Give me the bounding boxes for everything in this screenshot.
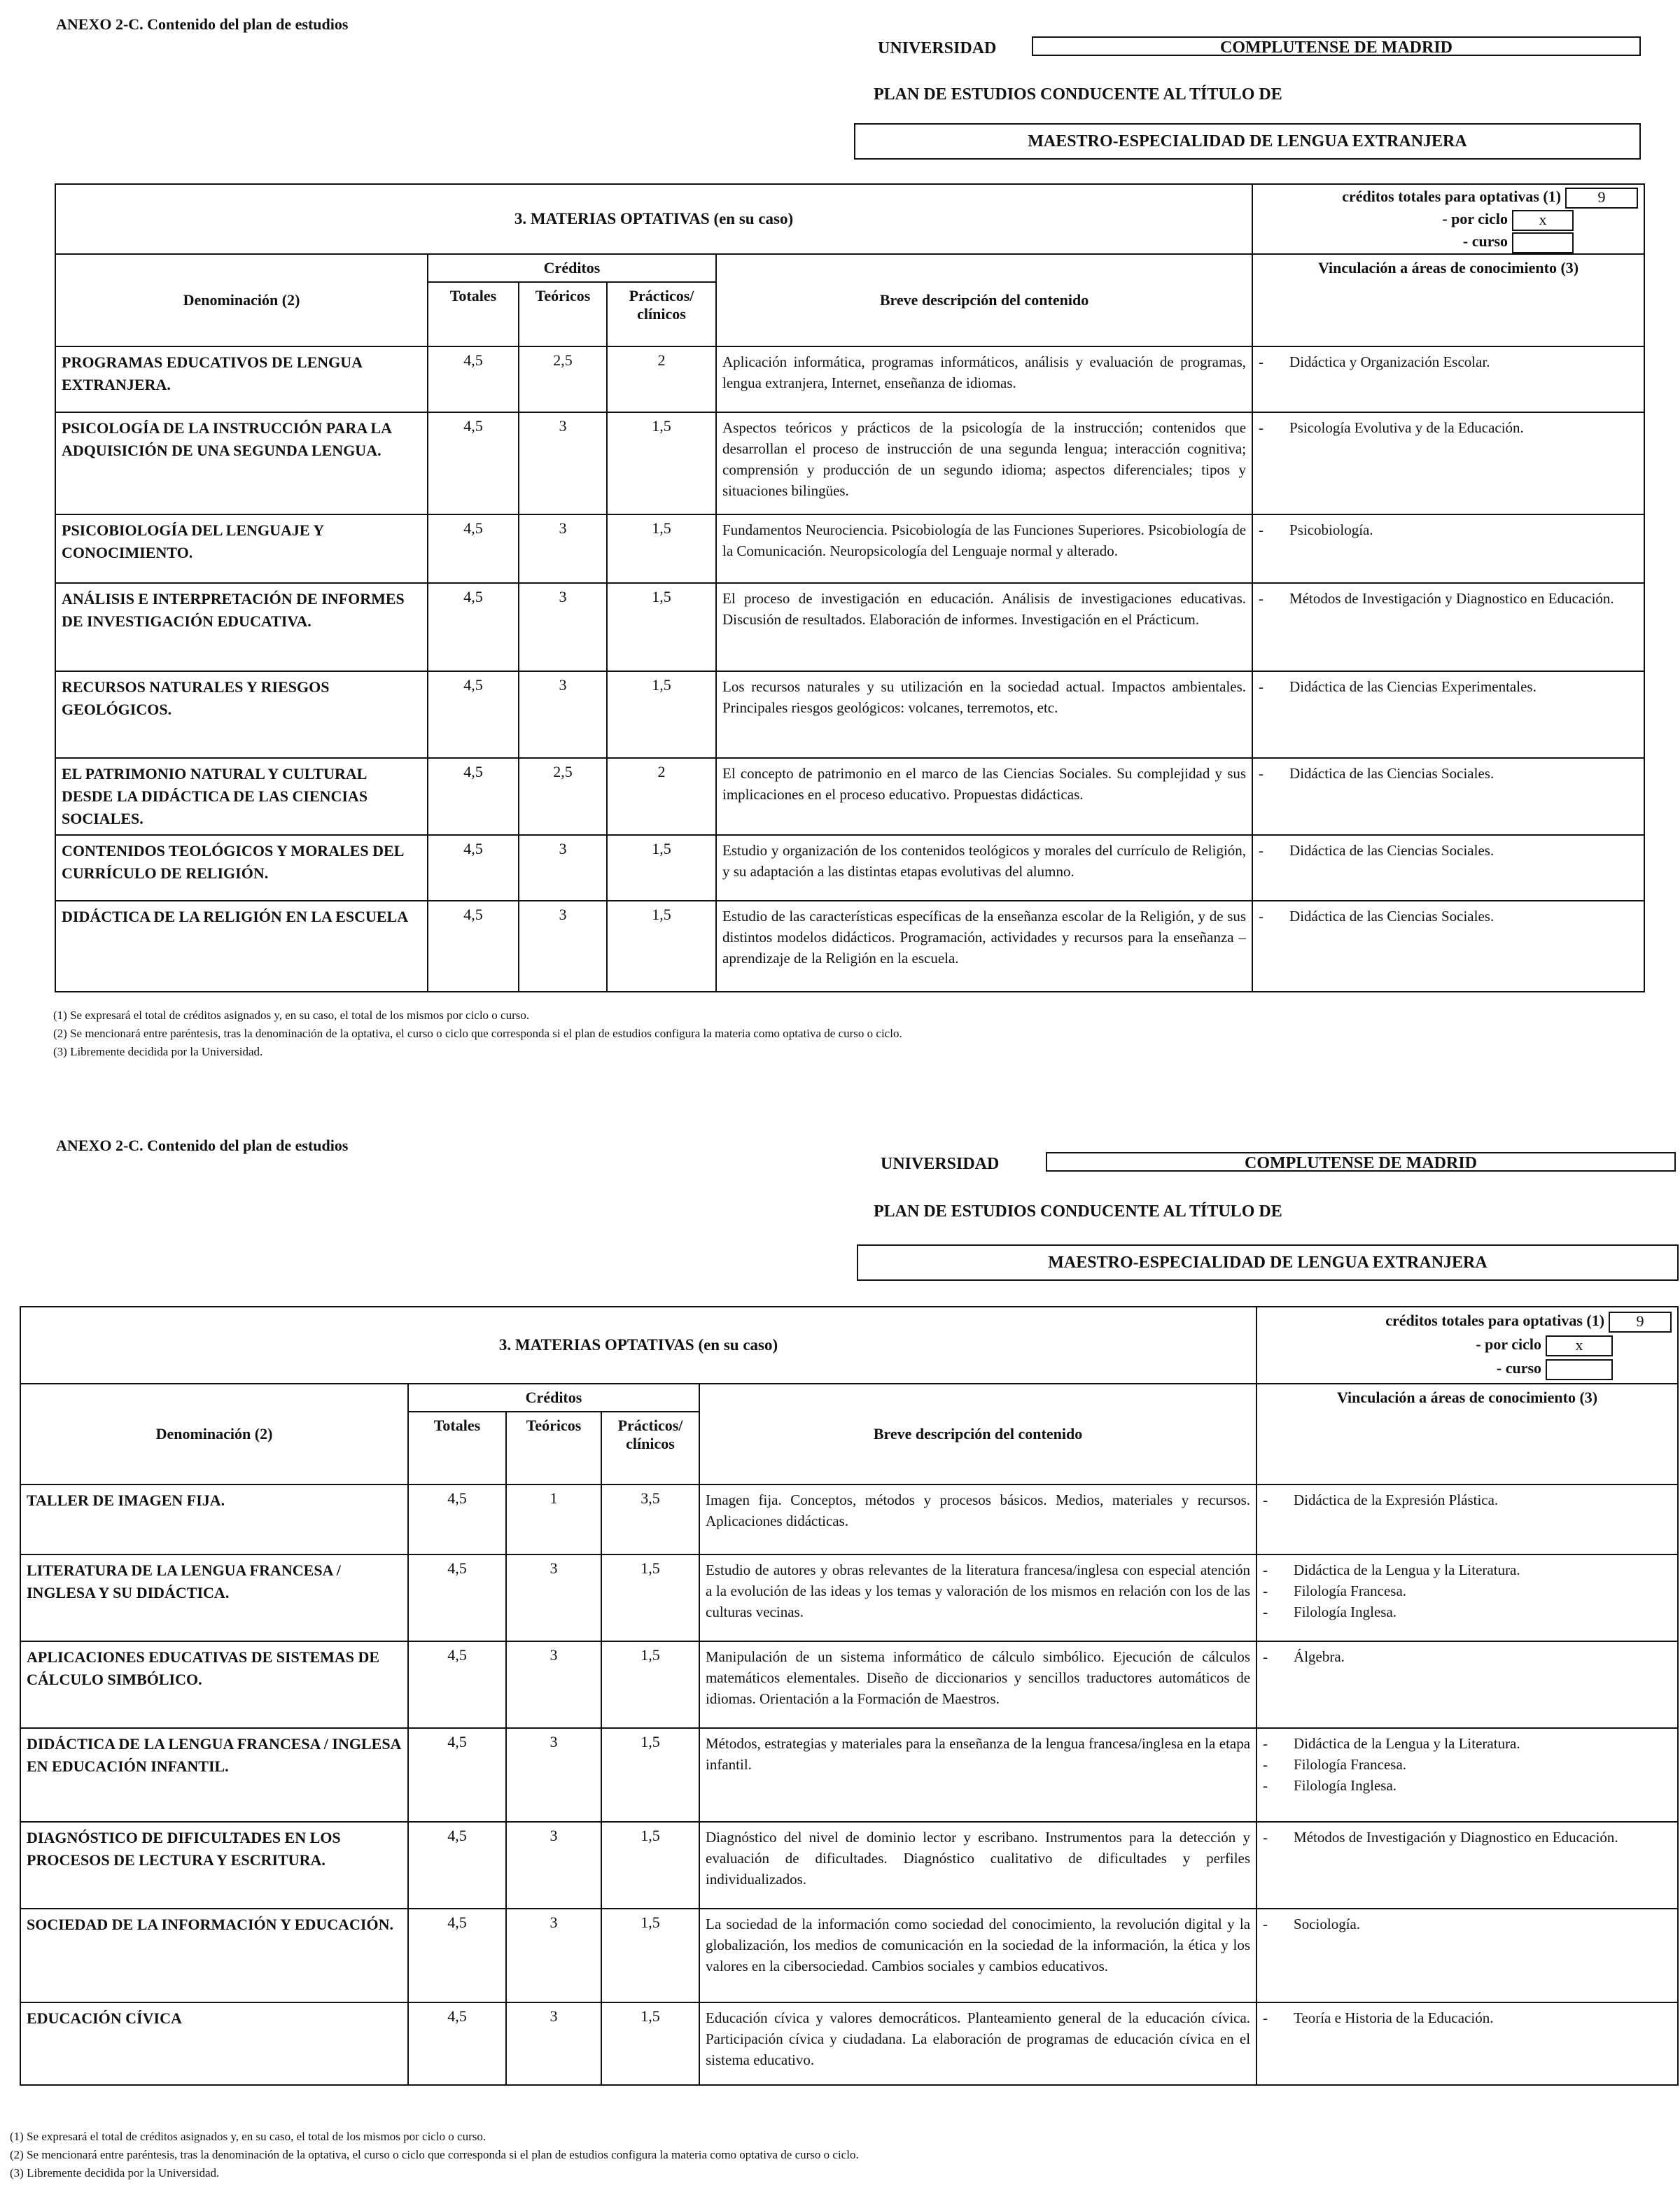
footnote-2: (2) Se mencionará entre paréntesis, tras la denominación de la optativa, el curso o ciclo que corresponda si el plan de estudios configura la materia como optativa de curso o ciclo. <box>53 1027 902 1040</box>
creditos-teoricos: 1 <box>506 1484 601 1554</box>
table-row <box>20 1554 1678 1641</box>
annex-title: ANEXO 2-C. Contenido del plan de estudios <box>56 1137 349 1154</box>
materia-description: El proceso de investigación en educación. Análisis de investigaciones educativas. Discusión de resultados. Elaboración de informes. Investigación en el Prácticum. <box>716 583 1252 671</box>
creditos-teoricos: 3 <box>519 835 607 901</box>
dash-bullet-icon: - <box>1263 1491 1268 1508</box>
por-ciclo-value: x <box>1546 1335 1613 1356</box>
titulo-box: MAESTRO-ESPECIALIDAD DE LENGUA EXTRANJERA <box>857 1244 1679 1281</box>
plan-label: PLAN DE ESTUDIOS CONDUCENTE AL TÍTULO DE <box>874 1202 1282 1221</box>
creditos-totales: 4,5 <box>408 1909 506 2002</box>
creditos-totales-value: 9 <box>1565 188 1638 209</box>
creditos-teoricos: 3 <box>506 1909 601 2002</box>
header-totales: Totales <box>428 282 519 346</box>
creditos-practicos: 1,5 <box>601 1822 699 1909</box>
universidad-label: UNIVERSIDAD <box>881 1155 1000 1173</box>
creditos-totales: 4,5 <box>428 835 519 901</box>
area-item <box>1263 1754 1672 1775</box>
table-row <box>20 1822 1678 1909</box>
materia-description: Manipulación de un sistema informático de cálculo simbólico. Ejecución de cálculos matemáticos elementales. Diseño de diccionarios y sencillos traductores automáticos de idiomas. Orientación a la Formación de Maestros. <box>699 1641 1256 1728</box>
section-title: 3. MATERIAS OPTATIVAS (en su caso) <box>20 1307 1256 1384</box>
footnotes <box>10 2128 859 2182</box>
document-page-2 <box>0 1127 1680 2197</box>
creditos-practicos: 2 <box>607 346 716 412</box>
areas-conocimiento <box>1252 583 1644 671</box>
creditos-practicos: 1,5 <box>607 583 716 671</box>
dash-bullet-icon: - <box>1263 1756 1268 1773</box>
areas-conocimiento <box>1252 412 1644 514</box>
area-label: Didáctica de las Ciencias Sociales. <box>1289 842 1494 859</box>
header-denominacion: Denominación (2) <box>20 1384 408 1484</box>
area-item <box>1259 840 1638 861</box>
materia-name: PSICOBIOLOGÍA DEL LENGUAJE Y CONOCIMIENTO. <box>55 514 428 583</box>
materia-description: Diagnóstico del nivel de dominio lector y escribano. Instrumentos para la detección y evaluación de dificultades. Diagnóstico cualitativo de dificultades y perfiles individualizados. <box>699 1822 1256 1909</box>
por-ciclo-label: - por ciclo <box>1476 1335 1542 1354</box>
materia-name: APLICACIONES EDUCATIVAS DE SISTEMAS DE CÁLCULO SIMBÓLICO. <box>20 1641 408 1728</box>
creditos-totales: 4,5 <box>408 1484 506 1554</box>
areas-conocimiento <box>1252 901 1644 992</box>
area-item <box>1259 351 1638 372</box>
areas-conocimiento <box>1256 1554 1678 1641</box>
creditos-teoricos: 3 <box>506 2002 601 2085</box>
table-row <box>55 758 1644 835</box>
creditos-totales: 4,5 <box>428 758 519 835</box>
curso-label: - curso <box>1496 1359 1542 1377</box>
dash-bullet-icon: - <box>1259 842 1264 859</box>
creditos-totales: 4,5 <box>408 1554 506 1641</box>
footnote-2: (2) Se mencionará entre paréntesis, tras la denominación de la optativa, el curso o ciclo que corresponda si el plan de estudios configura la materia como optativa de curso o ciclo. <box>10 2148 859 2161</box>
creditos-totales: 4,5 <box>428 901 519 992</box>
creditos-teoricos: 2,5 <box>519 758 607 835</box>
creditos-totales: 4,5 <box>428 583 519 671</box>
creditos-totales: 4,5 <box>428 346 519 412</box>
creditos-totales-cell <box>1252 184 1644 254</box>
areas-conocimiento <box>1252 514 1644 583</box>
dash-bullet-icon: - <box>1259 419 1264 436</box>
materia-description: Estudio y organización de los contenidos teológicos y morales del currículo de Religión, y su adaptación a las distintas etapas evolutivas del alumno. <box>716 835 1252 901</box>
table-row <box>20 1728 1678 1822</box>
area-item <box>1263 2007 1672 2028</box>
area-label: Psicobiología. <box>1289 521 1373 538</box>
table-row <box>55 346 1644 412</box>
titulo-box: MAESTRO-ESPECIALIDAD DE LENGUA EXTRANJERA <box>854 123 1641 160</box>
dash-bullet-icon: - <box>1263 1603 1268 1620</box>
header-practicos: Prácticos/ clínicos <box>607 282 716 346</box>
table-row <box>55 514 1644 583</box>
dash-bullet-icon: - <box>1263 1561 1268 1578</box>
materia-description: Estudio de las características específicas de la enseñanza escolar de la Religión, y de sus distintos modelos didácticos. Programación, actividades y recursos para la enseñanza – aprendizaje de la Religión en la escuela. <box>716 901 1252 992</box>
materia-name: RECURSOS NATURALES Y RIESGOS GEOLÓGICOS. <box>55 671 428 758</box>
creditos-totales: 4,5 <box>408 1822 506 1909</box>
dash-bullet-icon: - <box>1263 1916 1268 1932</box>
areas-conocimiento <box>1256 1909 1678 2002</box>
creditos-totales-label: créditos totales para optativas (1) <box>1385 1312 1605 1330</box>
footnotes <box>53 1006 902 1061</box>
header-row-1 <box>55 254 1644 282</box>
creditos-practicos: 2 <box>607 758 716 835</box>
materia-name: PSICOLOGÍA DE LA INSTRUCCIÓN PARA LA ADQUISICIÓN DE UNA SEGUNDA LENGUA. <box>55 412 428 514</box>
area-label: Didáctica de las Ciencias Sociales. <box>1289 908 1494 925</box>
header-row-1 <box>20 1384 1678 1412</box>
area-item <box>1259 417 1638 438</box>
area-item <box>1263 1601 1672 1622</box>
table-row <box>55 412 1644 514</box>
creditos-practicos: 1,5 <box>607 671 716 758</box>
creditos-teoricos: 3 <box>506 1641 601 1728</box>
areas-conocimiento <box>1252 346 1644 412</box>
areas-conocimiento <box>1256 1728 1678 1822</box>
materia-name: EDUCACIÓN CÍVICA <box>20 2002 408 2085</box>
area-label: Didáctica de la Lengua y la Literatura. <box>1294 1561 1520 1578</box>
creditos-practicos: 1,5 <box>601 1641 699 1728</box>
area-item <box>1259 763 1638 784</box>
table-row <box>55 671 1644 758</box>
materia-description: Aplicación informática, programas informáticos, análisis y evaluación de programas, lengua extranjera, Internet, enseñanza de idiomas. <box>716 346 1252 412</box>
creditos-totales: 4,5 <box>408 1728 506 1822</box>
por-ciclo-value: x <box>1512 210 1574 231</box>
section-title: 3. MATERIAS OPTATIVAS (en su caso) <box>55 184 1252 254</box>
materias-optativas-table <box>20 1306 1679 2086</box>
creditos-totales-cell <box>1256 1307 1678 1384</box>
area-item <box>1263 1646 1672 1667</box>
creditos-totales-label: créditos totales para optativas (1) <box>1342 188 1562 206</box>
dash-bullet-icon: - <box>1263 1648 1268 1665</box>
area-item <box>1263 1559 1672 1580</box>
dash-bullet-icon: - <box>1263 1777 1268 1794</box>
table-title-row <box>55 184 1644 254</box>
materia-name: DIDÁCTICA DE LA RELIGIÓN EN LA ESCUELA <box>55 901 428 992</box>
creditos-practicos: 1,5 <box>601 1909 699 2002</box>
area-item <box>1263 1580 1672 1601</box>
creditos-practicos: 1,5 <box>607 835 716 901</box>
footnote-3: (3) Libremente decidida por la Universidad. <box>10 2166 220 2180</box>
table-row <box>20 1909 1678 2002</box>
header-creditos: Créditos <box>408 1384 699 1412</box>
areas-conocimiento <box>1252 758 1644 835</box>
dash-bullet-icon: - <box>1259 908 1264 925</box>
universidad-name-box: COMPLUTENSE DE MADRID <box>1046 1152 1676 1172</box>
dash-bullet-icon: - <box>1263 2009 1268 2026</box>
materias-optativas-table <box>55 183 1645 992</box>
area-label: Filología Francesa. <box>1294 1756 1407 1773</box>
areas-conocimiento <box>1252 671 1644 758</box>
creditos-teoricos: 3 <box>519 901 607 992</box>
header-practicos: Prácticos/ clínicos <box>601 1412 699 1484</box>
creditos-practicos: 1,5 <box>607 514 716 583</box>
creditos-practicos: 1,5 <box>607 412 716 514</box>
area-label: Filología Inglesa. <box>1294 1777 1397 1794</box>
materia-name: CONTENIDOS TEOLÓGICOS Y MORALES DEL CURRÍCULO DE RELIGIÓN. <box>55 835 428 901</box>
areas-conocimiento <box>1256 2002 1678 2085</box>
area-label: Filología Inglesa. <box>1294 1603 1397 1620</box>
area-label: Teoría e Historia de la Educación. <box>1294 2009 1494 2026</box>
creditos-practicos: 1,5 <box>607 901 716 992</box>
table-row <box>20 1484 1678 1554</box>
creditos-totales: 4,5 <box>408 1641 506 1728</box>
table-body <box>20 1484 1678 2085</box>
materia-description: Aspectos teóricos y prácticos de la psicología de la instrucción; contenidos que desarrollan el proceso de instrucción de una segunda lengua; interacción cognitiva; comprensión y producción de un segundo idioma; aspectos diferenciales; tipos y situaciones bilingües. <box>716 412 1252 514</box>
area-item <box>1259 676 1638 697</box>
materia-name: DIAGNÓSTICO DE DIFICULTADES EN LOS PROCESOS DE LECTURA Y ESCRITURA. <box>20 1822 408 1909</box>
creditos-teoricos: 3 <box>506 1822 601 1909</box>
area-label: Métodos de Investigación y Diagnostico en Educación. <box>1289 590 1614 607</box>
area-item <box>1263 1914 1672 1935</box>
header-vinculacion: Vinculación a áreas de conocimiento (3) <box>1252 254 1644 346</box>
areas-conocimiento <box>1252 835 1644 901</box>
area-label: Didáctica y Organización Escolar. <box>1289 353 1490 370</box>
creditos-practicos: 1,5 <box>601 1728 699 1822</box>
creditos-teoricos: 3 <box>519 671 607 758</box>
creditos-practicos: 3,5 <box>601 1484 699 1554</box>
document-page-1 <box>0 0 1680 1092</box>
universidad-label: UNIVERSIDAD <box>878 39 997 57</box>
materia-description: Los recursos naturales y su utilización en la sociedad actual. Impactos ambientales. Principales riesgos geológicos: volcanes, terremotos, etc. <box>716 671 1252 758</box>
materia-description: Métodos, estrategias y materiales para la enseñanza de la lengua francesa/inglesa en la etapa infantil. <box>699 1728 1256 1822</box>
curso-value <box>1546 1359 1613 1380</box>
header-creditos: Créditos <box>428 254 716 282</box>
header-descripcion: Breve descripción del contenido <box>716 254 1252 346</box>
footnote-1: (1) Se expresará el total de créditos asignados y, en su caso, el total de los mismos por ciclo o curso. <box>53 1009 530 1022</box>
table-row <box>55 835 1644 901</box>
dash-bullet-icon: - <box>1259 590 1264 607</box>
materia-description: Estudio de autores y obras relevantes de la literatura francesa/inglesa con especial atención a la evolución de las ideas y los temas y valoración de los mismos en relación con los de las culturas vecinas. <box>699 1554 1256 1641</box>
materia-description: Educación cívica y valores democráticos. Planteamiento general de la educación cívica. Participación cívica y ciudadana. La elaboración de programas de educación cívica en el sistema educativo. <box>699 2002 1256 2085</box>
creditos-teoricos: 3 <box>519 514 607 583</box>
table-row <box>55 901 1644 992</box>
area-item <box>1259 588 1638 609</box>
header-teoricos: Teóricos <box>506 1412 601 1484</box>
footnote-1: (1) Se expresará el total de créditos asignados y, en su caso, el total de los mismos por ciclo o curso. <box>10 2130 486 2143</box>
creditos-teoricos: 3 <box>519 412 607 514</box>
materia-description: El concepto de patrimonio en el marco de las Ciencias Sociales. Su complejidad y sus implicaciones en el proceso educativo. Propuestas didácticas. <box>716 758 1252 835</box>
areas-conocimiento <box>1256 1641 1678 1728</box>
areas-conocimiento <box>1256 1822 1678 1909</box>
area-label: Psicología Evolutiva y de la Educación. <box>1289 419 1524 436</box>
materia-name: LITERATURA DE LA LENGUA FRANCESA / INGLESA Y SU DIDÁCTICA. <box>20 1554 408 1641</box>
materia-name: DIDÁCTICA DE LA LENGUA FRANCESA / INGLESA EN EDUCACIÓN INFANTIL. <box>20 1728 408 1822</box>
creditos-totales: 4,5 <box>428 412 519 514</box>
dash-bullet-icon: - <box>1263 1582 1268 1599</box>
area-label: Didáctica de la Lengua y la Literatura. <box>1294 1735 1520 1752</box>
por-ciclo-label: - por ciclo <box>1442 210 1508 228</box>
dash-bullet-icon: - <box>1259 521 1264 538</box>
areas-conocimiento <box>1256 1484 1678 1554</box>
header-vinculacion: Vinculación a áreas de conocimiento (3) <box>1256 1384 1678 1484</box>
creditos-totales: 4,5 <box>428 514 519 583</box>
materia-name: TALLER DE IMAGEN FIJA. <box>20 1484 408 1554</box>
area-label: Álgebra. <box>1294 1648 1345 1665</box>
header-teoricos: Teóricos <box>519 282 607 346</box>
materia-name: PROGRAMAS EDUCATIVOS DE LENGUA EXTRANJERA. <box>55 346 428 412</box>
table-row <box>20 2002 1678 2085</box>
creditos-teoricos: 3 <box>506 1554 601 1641</box>
area-label: Didáctica de las Ciencias Sociales. <box>1289 765 1494 782</box>
header-denominacion: Denominación (2) <box>55 254 428 346</box>
dash-bullet-icon: - <box>1259 678 1264 695</box>
dash-bullet-icon: - <box>1263 1735 1268 1752</box>
table-row <box>55 583 1644 671</box>
area-item <box>1263 1489 1672 1510</box>
header-descripcion: Breve descripción del contenido <box>699 1384 1256 1484</box>
area-item <box>1259 519 1638 540</box>
footnote-3: (3) Libremente decidida por la Universidad. <box>53 1045 263 1058</box>
creditos-practicos: 1,5 <box>601 1554 699 1641</box>
creditos-practicos: 1,5 <box>601 2002 699 2085</box>
area-label: Didáctica de la Expresión Plástica. <box>1294 1491 1499 1508</box>
creditos-teoricos: 3 <box>519 583 607 671</box>
area-label: Filología Francesa. <box>1294 1582 1407 1599</box>
creditos-teoricos: 2,5 <box>519 346 607 412</box>
area-item <box>1263 1733 1672 1754</box>
plan-label: PLAN DE ESTUDIOS CONDUCENTE AL TÍTULO DE <box>874 85 1282 104</box>
materia-name: ANÁLISIS E INTERPRETACIÓN DE INFORMES DE INVESTIGACIÓN EDUCATIVA. <box>55 583 428 671</box>
area-label: Sociología. <box>1294 1916 1361 1932</box>
table-title-row <box>20 1307 1678 1384</box>
table-row <box>20 1641 1678 1728</box>
dash-bullet-icon: - <box>1259 765 1264 782</box>
dash-bullet-icon: - <box>1259 353 1264 370</box>
universidad-name-box: COMPLUTENSE DE MADRID <box>1032 36 1641 56</box>
materia-description: Fundamentos Neurociencia. Psicobiología de las Funciones Superiores. Psicobiología de la Comunicación. Neuropsicología del Lenguaje normal y alterado. <box>716 514 1252 583</box>
area-label: Didáctica de las Ciencias Experimentales. <box>1289 678 1536 695</box>
creditos-totales: 4,5 <box>428 671 519 758</box>
curso-value <box>1512 232 1574 253</box>
materia-name: EL PATRIMONIO NATURAL Y CULTURAL DESDE LA DIDÁCTICA DE LAS CIENCIAS SOCIALES. <box>55 758 428 835</box>
creditos-totales-value: 9 <box>1609 1312 1672 1333</box>
dash-bullet-icon: - <box>1263 1829 1268 1846</box>
area-label: Métodos de Investigación y Diagnostico en Educación. <box>1294 1829 1618 1846</box>
table-body <box>55 346 1644 992</box>
area-item <box>1259 906 1638 927</box>
curso-label: - curso <box>1462 232 1508 251</box>
annex-title: ANEXO 2-C. Contenido del plan de estudios <box>56 15 349 33</box>
area-item <box>1263 1827 1672 1848</box>
materia-name: SOCIEDAD DE LA INFORMACIÓN Y EDUCACIÓN. <box>20 1909 408 2002</box>
creditos-totales: 4,5 <box>408 2002 506 2085</box>
header-totales: Totales <box>408 1412 506 1484</box>
materia-description: Imagen fija. Conceptos, métodos y procesos básicos. Medios, materiales y recursos. Aplicaciones didácticas. <box>699 1484 1256 1554</box>
materia-description: La sociedad de la información como sociedad del conocimiento, la revolución digital y la globalización, los medios de comunicación en la sociedad de la información, la ética y los valores en la cibersociedad. Cambios sociales y cambios educativos. <box>699 1909 1256 2002</box>
area-item <box>1263 1775 1672 1796</box>
creditos-teoricos: 3 <box>506 1728 601 1822</box>
